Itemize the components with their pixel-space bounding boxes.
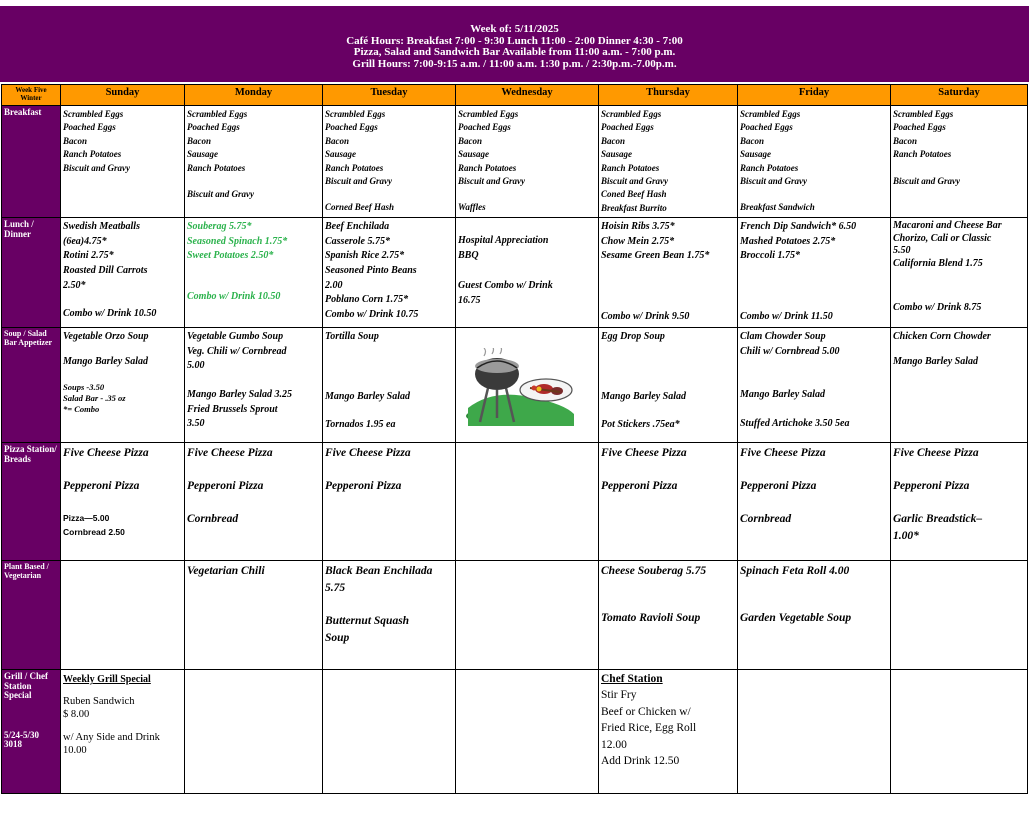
menu-item: Five Cheese Pizza [740,447,826,460]
menu-item: Pepperoni Pizza [740,480,817,493]
menu-item: Biscuit and Gravy [63,162,131,173]
menu-item: Hospital Appreciation [458,235,549,247]
menu-item: Spinach Feta Roll 4.00 [740,565,850,578]
lunch-thursday [599,218,738,328]
bbq-grill-icon [464,348,576,426]
menu-item: Vegetable Orzo Soup [63,331,149,343]
week-label-line2: Winter [20,93,42,102]
chef-station-title: Chef Station [601,673,663,686]
menu-item: Scrambled Eggs [63,109,124,119]
menu-item: Ranch Potatoes [187,162,246,173]
plant-saturday [891,561,1028,670]
lunch-friday [738,218,891,328]
menu-item: Add Drink 12.50 [601,755,680,768]
menu-item: Scrambled Eggs [893,109,954,119]
lunch-wednesday [456,218,599,328]
menu-item: Bacon [325,135,350,146]
soup-monday [185,328,323,443]
plant-wednesday [456,561,599,670]
menu-table [1,84,1028,794]
row-label-plant: Plant Based / Vegetarian [2,561,61,670]
menu-item: Sesame Green Bean 1.75* [601,250,710,262]
grill-monday [185,670,323,794]
menu-item: $ 8.00 [63,708,90,720]
combo-price: Combo w/ Drink 11.50 [740,311,833,323]
menu-item: Five Cheese Pizza [325,447,411,460]
menu-item: Casserole 5.75* [325,235,390,247]
pizza-row [2,443,1028,561]
pizza-wednesday [456,443,599,561]
menu-item: Sausage [187,149,219,160]
lunch-monday [185,218,323,328]
menu-item: Tortilla Soup [325,331,379,343]
row-label-pizza: Pizza Station/ Breads [2,443,61,561]
row-label-soup: Soup / Salad Bar Appetizer [2,328,61,443]
week-label-line1: Week Five [15,86,47,94]
menu-item: Soup [325,631,350,644]
menu-item: Tornados 1.95 ea [325,419,396,431]
soup-row [2,328,1028,443]
menu-item: Seasoned Pinto Beans [325,265,417,277]
menu-item: Poached Eggs [187,122,240,133]
grill-special-title: Weekly Grill Special [63,674,151,686]
menu-item: Mango Barley Salad [601,390,687,402]
menu-item: Mashed Potatoes 2.75* [740,235,836,247]
week-of: Week of: 5/11/2025 [470,23,559,35]
menu-item: Ranch Potatoes [458,162,517,173]
menu-item: Waffles [458,202,486,213]
price-note: Soups -3.50 [63,382,105,393]
day-thursday: Thursday [599,85,738,106]
menu-item: Egg Drop Soup [601,331,665,343]
soup-friday [738,328,891,443]
menu-item: Scrambled Eggs [325,109,386,119]
menu-item: Pepperoni Pizza [325,480,402,493]
menu-item: w/ Any Side and Drink [63,731,160,743]
menu-item: 2.50* [63,279,86,291]
menu-item: Poached Eggs [740,122,793,133]
lunch-sunday [61,218,185,328]
menu-item: Biscuit and Gravy [893,175,961,186]
menu-item: Cheese Souberag 5.75 [601,565,707,578]
combo-price: Combo w/ Drink 10.50 [187,291,281,303]
combo-note: *= Combo [63,404,100,415]
row-label-breakfast: Breakfast [2,106,61,218]
breakfast-wednesday [456,106,599,218]
combo-price: Guest Combo w/ Drink [458,280,553,292]
day-monday: Monday [185,85,323,106]
menu-item: Biscuit and Gravy [187,189,255,200]
grill-wednesday [456,670,599,794]
menu-item: Broccoli 1.75* [740,250,800,262]
menu-item: Ruben Sandwich [63,695,135,707]
menu-item: BBQ [458,249,479,261]
day-sunday: Sunday [61,85,185,106]
menu-item: Souberag 5.75* [187,221,252,233]
menu-item: Poached Eggs [325,122,378,133]
menu-item: Breakfast Sandwich [740,202,815,213]
menu-item: 5.00 [187,360,205,372]
day-saturday: Saturday [891,85,1028,106]
day-tuesday: Tuesday [323,85,456,106]
menu-item: Scrambled Eggs [458,109,519,119]
menu-item: Five Cheese Pizza [187,447,273,460]
menu-item: Mango Barley Salad [63,355,149,367]
combo-price: Combo w/ Drink 9.50 [601,311,690,323]
menu-item: (6ea)4.75* [63,235,107,247]
menu-item: Mango Barley Salad [325,390,411,402]
pizza-tuesday [323,443,456,561]
grill-label: Grill / Chef Station Special [4,671,48,701]
combo-price: Combo w/ Drink 8.75 [893,302,982,314]
pizza-monday [185,443,323,561]
menu-item: Vegetarian Chili [187,565,265,578]
pizza-sunday [61,443,185,561]
day-header-row [2,85,1028,106]
pizza-saturday [891,443,1028,561]
breakfast-saturday [891,106,1028,218]
menu-item: 12.00 [601,738,627,751]
combo-price: Combo w/ Drink 10.75 [325,308,419,320]
grill-tuesday [323,670,456,794]
combo-price-value: 16.75 [458,295,481,307]
cafe-hours: Café Hours: Breakfast 7:00 - 9:30 Lunch 11:00 - 2:00 Dinner 4:30 - 7:00 [346,34,683,47]
menu-item: Sausage [740,149,772,160]
menu-item: Bacon [601,135,626,146]
menu-item: Ranch Potatoes [601,162,660,173]
menu-item: Stuffed Artichoke 3.50 5ea [740,418,850,430]
plant-thursday [599,561,738,670]
lunch-tuesday [323,218,456,328]
menu-item: Mango Barley Salad [893,355,979,367]
menu-item: Poached Eggs [63,122,116,133]
menu-item: Pepperoni Pizza [601,480,678,493]
menu-item: Beef Enchilada [325,221,390,233]
grill-date-range: 5/24-5/30 3018 [4,729,39,750]
breakfast-monday [185,106,323,218]
menu-item: Bacon [893,135,918,146]
row-label-lunch: Lunch / Dinner [2,218,61,328]
header-banner [0,6,1029,82]
menu-item: Poached Eggs [893,122,946,133]
breakfast-row [2,106,1028,218]
plant-monday [185,561,323,670]
menu-item: Poached Eggs [458,122,511,133]
menu-item: Ranch Potatoes [893,149,952,160]
bar-hours: Pizza, Salad and Sandwich Bar Available from 11:00 a.m. - 7:00 p.m. [353,46,676,58]
day-wednesday: Wednesday [456,85,599,106]
menu-item: Cornbread [187,512,239,525]
menu-item: Pepperoni Pizza [893,480,970,493]
menu-item: Stir Fry [601,689,637,702]
menu-item: Breakfast Burrito [601,202,667,213]
menu-item: Cornbread [740,512,792,525]
menu-item: Tomato Ravioli Soup [601,612,701,625]
menu-item: Mango Barley Salad 3.25 [187,389,293,401]
menu-item: Fried Rice, Egg Roll [601,722,697,735]
menu-item: Biscuit and Gravy [740,176,808,187]
menu-item: Chili w/ Cornbread 5.00 [740,345,840,357]
menu-item: Swedish Meatballs [63,221,140,233]
menu-item: Bacon [458,135,483,146]
menu-item: 5.75 [325,582,346,595]
menu-item: Chow Mein 2.75* [601,235,675,247]
menu-item: Macaroni and Cheese Bar [893,220,1002,232]
menu-item: Ranch Potatoes [325,162,384,173]
menu-item: Sweet Potatoes 2.50* [187,250,274,262]
price-note: Salad Bar - .35 oz [63,393,126,404]
price-note: Pizza—5.00 [63,512,110,523]
menu-item: Chorizo, Cali or Classic [893,232,992,244]
menu-item: Black Bean Enchilada [325,565,433,578]
menu-item: Beef or Chicken w/ [601,705,691,718]
menu-item: Garlic Breadstick– [893,512,983,525]
menu-item: Bacon [63,135,88,146]
menu-item: Bacon [740,135,765,146]
soup-saturday [891,328,1028,443]
menu-item: Five Cheese Pizza [601,447,687,460]
grill-sunday [61,670,185,794]
price-note: Cornbread 2.50 [63,526,125,537]
breakfast-sunday [61,106,185,218]
menu-item: Five Cheese Pizza [893,447,979,460]
menu-item: Vegetable Gumbo Soup [187,331,284,343]
menu-item: 3.50 [187,418,205,430]
menu-item: Poblano Corn 1.75* [325,294,409,306]
day-friday: Friday [738,85,891,106]
menu-item: Biscuit and Gravy [325,176,393,187]
breakfast-thursday [599,106,738,218]
menu-item: Seasoned Spinach 1.75* [187,235,288,247]
menu-item: Five Cheese Pizza [63,447,149,460]
soup-thursday [599,328,738,443]
menu-item: French Dip Sandwich* 6.50 [740,221,857,233]
soup-wednesday [456,328,599,443]
menu-item: Fried Brussels Sprout [187,403,278,415]
menu-item: Chicken Corn Chowder [893,331,991,343]
week-label [2,85,61,106]
menu-item: Sausage [601,149,633,160]
breakfast-friday [738,106,891,218]
menu-item: 2.00 [325,279,343,291]
pizza-friday [738,443,891,561]
plant-friday [738,561,891,670]
menu-item: Scrambled Eggs [601,109,662,119]
menu-item: Garden Vegetable Soup [740,612,852,625]
menu-item: Pepperoni Pizza [63,480,140,493]
menu-item: 5.50 [893,245,911,257]
menu-item: California Blend 1.75 [893,257,983,269]
menu-item: Clam Chowder Soup [740,331,826,343]
grill-thursday [599,670,738,794]
menu-item: Hoisin Ribs 3.75* [601,221,675,233]
menu-item: Rotini 2.75* [63,250,114,262]
plant-tuesday [323,561,456,670]
combo-price: Combo w/ Drink 10.50 [63,308,157,320]
pizza-thursday [599,443,738,561]
row-label-grill [2,670,61,794]
menu-item: Ranch Potatoes [740,162,799,173]
menu-item: Pot Stickers .75ea* [601,419,680,431]
menu-item: Sausage [325,149,357,160]
grill-hours: Grill Hours: 7:00-9:15 a.m. / 11:00 a.m. 1:30 p.m. / 2:30p.m.-7.00p.m. [352,57,677,70]
plant-sunday [61,561,185,670]
menu-item: Sausage [458,149,490,160]
lunch-saturday [891,218,1028,328]
menu-item: Mango Barley Salad [740,389,826,401]
lunch-row [2,218,1028,328]
soup-tuesday [323,328,456,443]
menu-item: Bacon [187,135,212,146]
menu-item: Scrambled Eggs [187,109,248,119]
grill-saturday [891,670,1028,794]
breakfast-tuesday [323,106,456,218]
menu-item: Butternut Squash [325,614,410,627]
menu-item: Biscuit and Gravy [458,176,526,187]
grill-friday [738,670,891,794]
menu-item: Biscuit and Gravy [601,176,669,187]
grill-row [2,670,1028,794]
menu-item: Roasted Dill Carrots [63,265,148,277]
menu-item: Veg. Chili w/ Cornbread [187,345,287,357]
menu-item: 10.00 [63,744,87,756]
menu-item: Scrambled Eggs [740,109,801,119]
menu-item: Ranch Potatoes [63,149,122,160]
plant-row [2,561,1028,670]
menu-item: Pepperoni Pizza [187,480,264,493]
menu-item: Corned Beef Hash [325,202,395,213]
soup-sunday [61,328,185,443]
menu-item: Coned Beef Hash [601,189,667,200]
menu-item: Poached Eggs [601,122,654,133]
menu-item: Spanish Rice 2.75* [325,250,405,262]
menu-item: 1.00* [893,529,919,542]
